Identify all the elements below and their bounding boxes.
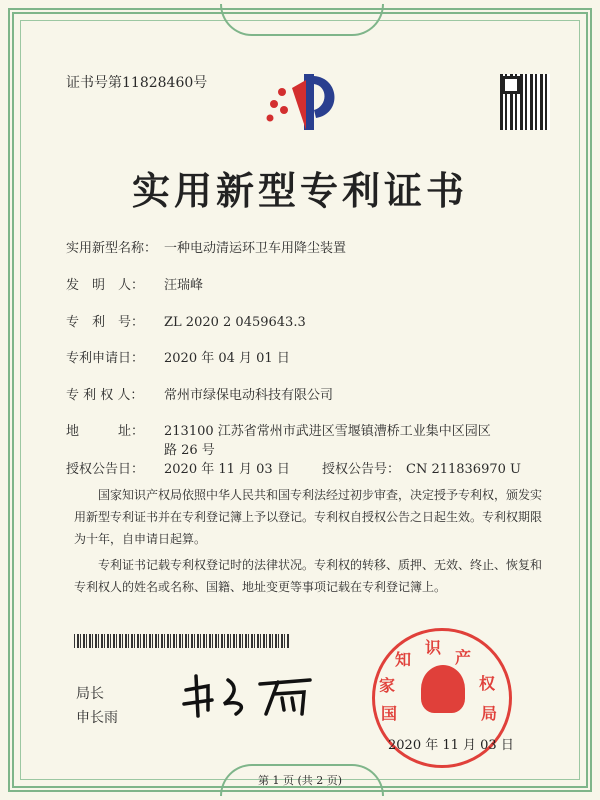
barcode (74, 634, 290, 648)
field-label: 实用新型名称： (66, 241, 158, 256)
field-application-date (66, 347, 290, 366)
seal-char: 识 (425, 638, 442, 657)
seal-date: 2020 年 11 月 03 日 (388, 738, 514, 753)
field-value-continued: 路 26 号 (164, 443, 215, 458)
seal-char: 局 (481, 704, 498, 723)
field-value: ZL 2020 2 0459643.3 (164, 315, 306, 330)
seal-char: 家 (379, 676, 396, 695)
top-ornament (220, 4, 384, 36)
page-footer: 第 1 页 (共 2 页) (257, 774, 343, 787)
field-utility-model-name (66, 237, 346, 256)
seal-char: 产 (455, 648, 472, 667)
field-value: 2020 年 04 月 01 日 (164, 351, 290, 366)
statement-paragraph: 专利证书记载专利权登记时的法律状况。专利权的转移、质押、无效、终止、恢复和专利权人的姓名或名称、国籍、地址变更等事项记载在专利登记簿上。 (74, 558, 543, 594)
certificate-number: 证书号第11828460号 (66, 75, 208, 91)
signer-name: 申长雨 (76, 710, 118, 726)
field-value: CN 211836970 U (406, 462, 521, 477)
field-value: 一种电动清运环卫车用降尘装置 (164, 241, 347, 256)
field-value: 汪瑞峰 (164, 278, 204, 293)
field-label: 专 利 号： (66, 315, 145, 330)
field-patent-number (66, 311, 306, 330)
signer-title: 局长 (76, 686, 104, 702)
statement-paragraph: 国家知识产权局依照中华人民共和国专利法经过初步审查，决定授予专利权，颁发实用新型专利证书并在专利登记簿上予以登记。专利权自授权公告之日起生效。专利权期限为十年，自申请日起算。 (74, 488, 543, 546)
field-label: 授权公告号： (322, 462, 401, 477)
qr-code (500, 74, 550, 130)
field-label: 授权公告日： (66, 462, 145, 477)
field-label: 地 址： (66, 424, 145, 439)
field-inventor (66, 274, 203, 293)
field-label: 发 明 人： (66, 278, 145, 293)
seal-char: 知 (395, 650, 412, 669)
field-address (66, 420, 491, 458)
field-label: 专 利 权 人： (66, 388, 144, 403)
handwritten-signature (178, 670, 318, 720)
field-grant-date (66, 458, 290, 477)
seal-char: 权 (479, 674, 496, 693)
field-label: 专利申请日： (66, 351, 145, 366)
seal-char: 国 (381, 704, 398, 723)
field-value: 常州市绿保电动科技有限公司 (164, 388, 334, 403)
field-patentee (66, 384, 333, 403)
certificate-title: 实用新型专利证书 (131, 168, 468, 213)
cnipa-logo-icon (262, 70, 342, 136)
field-grant-number (322, 458, 521, 477)
field-value: 2020 年 11 月 03 日 (164, 462, 290, 477)
field-value: 213100 江苏省常州市武进区雪堰镇漕桥工业集中区园区 (164, 424, 491, 439)
national-emblem-icon (421, 665, 465, 713)
